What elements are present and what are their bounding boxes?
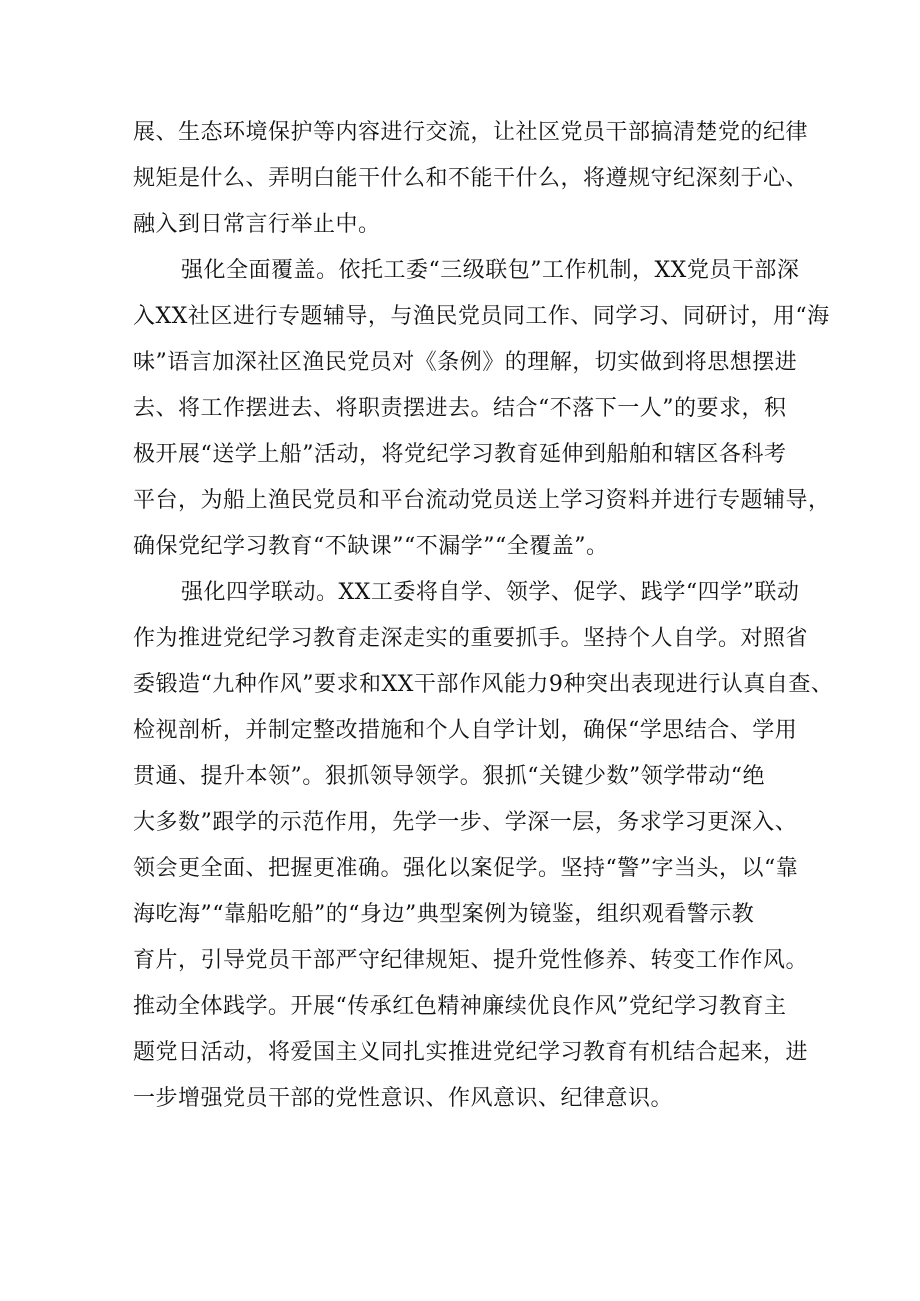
text-line: 育片，引导党员干部严守纪律规矩、提升党性修养、转变工作作风。 — [133, 948, 809, 973]
text-line: 入XX社区进行专题辅导，与渔民党员同工作、同学习、同研讨，用“海 — [133, 304, 830, 329]
text-line: 去、将工作摆进去、将职责摆进去。结合“不落下一人”的要求，积 — [133, 396, 787, 421]
text-line: 委锻造“九种作风”要求和XX干部作风能力9种突出表现进行认真自查、 — [133, 672, 834, 697]
text-line: 平台，为船上渔民党员和平台流动党员送上学习资料并进行专题辅导， — [133, 488, 831, 513]
text-line: 大多数”跟学的示范作用，先学一步、学深一层，务求学习更深入、 — [133, 810, 798, 835]
text-line: 展、生态环境保护等内容进行交流，让社区党员干部搞清楚党的纪律 — [133, 120, 809, 145]
text-line: 强化四学联动。XX工委将自学、领学、促学、践学“四学”联动 — [181, 580, 800, 605]
text-line: 确保党纪学习教育“不缺课”“不漏学”“全覆盖”。 — [133, 534, 609, 559]
document-body — [133, 110, 834, 1122]
text-line: 海吃海”“靠船吃船”的“身边”典型案例为镜鉴，组织观看警示教 — [133, 902, 755, 927]
text-line: 领会更全面、把握更准确。强化以案促学。坚持“警”字当头，以“靠 — [133, 856, 799, 881]
text-line: 推动全体践学。开展“传承红色精神廉续优良作风”党纪学习教育主 — [133, 994, 787, 1019]
text-line: 味”语言加深社区渔民党员对《条例》的理解，切实做到将思想摆进 — [133, 350, 798, 375]
text-line: 题党日活动，将爱国主义同扎实推进党纪学习教育有机结合起来，进 — [133, 1040, 809, 1065]
text-line: 极开展“送学上船”活动，将党纪学习教育延伸到船舶和辖区各科考 — [133, 442, 787, 467]
text-line: 贯通、提升本领”。狠抓领导领学。狠抓“关键少数”领学带动“绝 — [133, 764, 765, 789]
paragraph-four-learning-linkage — [133, 570, 834, 1122]
text-line: 作为推进党纪学习教育走深走实的重要抓手。坚持个人自学。对照省 — [133, 626, 809, 651]
paragraph-continuation — [133, 110, 809, 248]
text-line: 规矩是什么、弄明白能干什么和不能干什么，将遵规守纪深刻于心、 — [133, 166, 809, 191]
text-line: 融入到日常言行举止中。 — [133, 212, 381, 237]
text-line: 检视剖析，并制定整改措施和个人自学计划，确保“学思结合、学用 — [133, 718, 798, 743]
paragraph-comprehensive-coverage — [133, 248, 831, 570]
text-line: 强化全面覆盖。依托工委“三级联包”工作机制，XX党员干部深 — [181, 258, 800, 283]
text-line: 一步增强党员干部的党性意识、作风意识、纪律意识。 — [133, 1086, 674, 1111]
